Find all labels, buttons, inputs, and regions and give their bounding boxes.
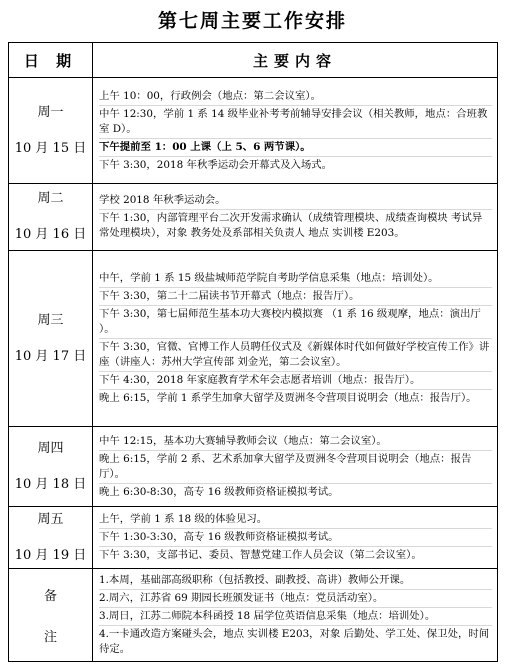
content-column-header: 主要内容 [93, 43, 498, 78]
date-column-header: 日 期 [9, 43, 93, 78]
notes-row [9, 569, 498, 662]
date-label: 10 月 17 日 [14, 348, 87, 364]
note-item: 2.周六，江苏省 69 期园长班颁发证书（地点：党员活动室）。 [99, 590, 492, 608]
table-row [9, 507, 498, 569]
note-item: 3.周日，江苏二师院本科函授 18 届学位英语信息采集（地点：培训处）。 [99, 608, 492, 626]
schedule-table [8, 42, 498, 662]
date-label: 10 月 15 日 [14, 140, 87, 156]
day-cell [9, 427, 93, 507]
notes-label-2: 注 [43, 630, 57, 645]
list-item: 下午 4:30，2018 年家庭教育学术年会志愿者培训（地点：报告厅）。 [99, 372, 492, 390]
list-item: 晚上 6:15，学前 1 系学生加拿大留学及贾洲冬令营项目说明会（地点：报告厅）。 [99, 392, 477, 404]
list-item: 下午 3:30，官微、官博工作人员聘任仪式及《新媒体时代如何做好学校宣传工作》讲座（讲座人：苏州大学宣传部 刘金光，第二会议室）。 [99, 339, 492, 372]
list-item: 上午，学前 1 系 18 级的体验见习。 [99, 511, 492, 529]
notes-content [93, 569, 498, 662]
list-item: 下午 3:30，第七届师范生基本功大赛校内模拟赛 （1 系 16 级观摩，地点：演出厅 ）。 [99, 306, 492, 339]
weekday-label: 周五 [37, 511, 64, 527]
list-item: 中午 12:15，基本功大赛辅导教师会议（地点：第二会议室）。 [99, 433, 492, 451]
page-title: 第七周主要工作安排 [157, 10, 347, 32]
weekday-label: 周二 [37, 191, 64, 206]
weekday-label: 周三 [37, 312, 64, 328]
table-row [9, 427, 498, 507]
list-item: 下午提前至 1：00 上课（上 5、6 两节课）。 [99, 139, 492, 157]
list-item: 下午 3:30，支部书记、委员、智慧党建工作人员会议（第二会议室）。 [99, 549, 422, 561]
list-item: 下午 3:30，第二十二届读书节开幕式（地点：报告厅）。 [99, 288, 492, 306]
table-row [9, 251, 498, 427]
day-cell [9, 507, 93, 569]
table-header-row [9, 43, 498, 78]
weekday-label: 周四 [37, 440, 64, 456]
list-item: 上午 10：00，行政例会（地点：第二会议室）。 [99, 88, 492, 106]
day-content [93, 251, 498, 427]
list-item: 下午 3:30，2018 年秋季运动会开幕式及入场式。 [99, 158, 333, 171]
day-cell [9, 251, 93, 427]
note-item: 1.本周，基础部高级职称（包括教授、副教授、高讲）教师公开课。 [99, 572, 492, 590]
list-item: 中午，学前 1 系 15 级盐城师范学院自考助学信息采集（地点：培训处）。 [99, 270, 492, 288]
list-item: 晚上 6:15，学前 2 系、艺术系加拿大留学及贾洲冬令营项目说明会（地点：报告厅）。 [99, 451, 492, 484]
date-label: 10 月 16 日 [14, 227, 87, 242]
weekday-label: 周一 [37, 104, 64, 120]
day-content [93, 427, 498, 507]
day-content [93, 507, 498, 569]
notes-label-1: 备 [43, 589, 57, 604]
notes-label-cell [9, 569, 93, 662]
day-content [93, 78, 498, 184]
list-item: 下午 1:30-3:30，高专 16 级教师资格证模拟考试。 [99, 529, 492, 547]
day-content [93, 184, 498, 251]
table-row [9, 78, 498, 184]
list-item: 学校 2018 年秋季运动会。 [99, 192, 492, 210]
list-item: 中午 12:30，学前 1 系 14 级毕业补考考前辅导安排会议（相关教师，地点：合班教室 D）。 [99, 106, 492, 139]
note-item: 4.一卡通改造方案碰头会，地点 实训楼 E203，对象 后勤处、学工处、保卫处，时间待定。 [99, 628, 490, 655]
date-label: 10 月 19 日 [14, 547, 87, 563]
list-item: 晚上 6:30-8:30，高专 16 级教师资格证模拟考试。 [99, 485, 339, 498]
list-item: 下午 1:30，内部管理平台二次开发需求确认（成绩管理模块、成绩查询模块 考试异常处理模块），对象 教务处及系部相关负责人 地点 实训楼 E203。 [99, 212, 483, 239]
day-cell [9, 78, 93, 184]
date-label: 10 月 18 日 [14, 476, 87, 492]
day-cell [9, 184, 93, 251]
table-row [9, 184, 498, 251]
